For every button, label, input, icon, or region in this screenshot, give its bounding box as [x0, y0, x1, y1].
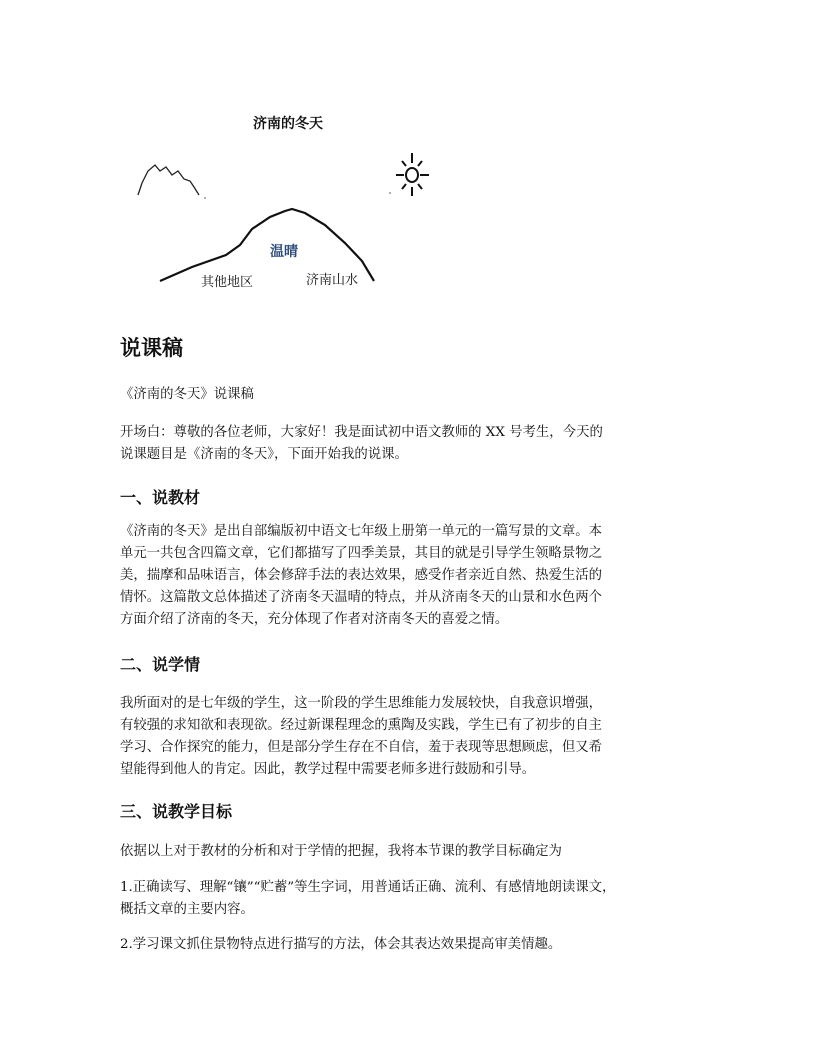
- paragraph-line: 概括文章的主要内容。: [120, 902, 254, 917]
- figure-drawing: [130, 105, 440, 295]
- section-heading-textbook: 一、说教材: [120, 488, 201, 507]
- cloud-icon: [138, 165, 199, 195]
- objectives-intro: [120, 841, 700, 863]
- section-textbook-paragraph: [120, 521, 700, 631]
- paragraph-line: 1.正确读写、理解“镶”“贮蓄”等生字词，用普通话正确、流利、有感情地朗读课文，: [120, 880, 616, 895]
- sun-icon: [396, 153, 429, 196]
- opening-paragraph: [120, 422, 700, 466]
- document-subtitle: [120, 384, 700, 406]
- figure-center-label: 温晴: [270, 244, 298, 260]
- document-title: 说课稿: [120, 336, 183, 360]
- objective-item-2: [120, 934, 700, 956]
- figure-title: 济南的冬天: [253, 116, 323, 132]
- paragraph-line: 2.学习课文抓住景物特点进行描写的方法，体会其表达效果提高审美情趣。: [120, 937, 562, 952]
- opening-line: 说课题目是《济南的冬天》，下面开始我的说课。: [120, 447, 408, 462]
- paragraph-line: 有较强的求知欲和表现欲。经过新课程理念的熏陶及实践，学生已有了初步的自主: [120, 718, 603, 733]
- objective-item-1: [120, 877, 700, 921]
- paragraph-line: 《济南的冬天》是出自部编版初中语文七年级上册第一单元的一篇写景的文章。本: [120, 524, 603, 539]
- paragraph-line: 依据以上对于教材的分析和对于学情的把握，我将本节课的教学目标确定为: [120, 844, 562, 859]
- paragraph-line: 方面介绍了济南的冬天，充分体现了作者对济南冬天的喜爱之情。: [120, 612, 509, 627]
- figure-left-label: 其他地区: [201, 275, 254, 290]
- paragraph-line: 学习、合作探究的能力，但是部分学生存在不自信，羞于表现等思想顾虑，但又希: [120, 740, 603, 755]
- mind-map-figure: [130, 105, 440, 295]
- figure-right-label: 济南山水: [306, 273, 359, 288]
- section-heading-objectives: 三、说教学目标: [120, 802, 233, 821]
- section-students-paragraph: [120, 693, 700, 781]
- paragraph-line: 单元一共包含四篇文章，它们都描写了四季美景，其目的就是引导学生领略景物之: [120, 546, 603, 561]
- paragraph-line: 美，揣摩和品味语言，体会修辞手法的表达效果，感受作者亲近自然、热爱生活的: [120, 568, 603, 583]
- paragraph-line: 望能得到他人的肯定。因此，教学过程中需要老师多进行鼓励和引导。: [120, 762, 536, 777]
- paragraph-line: 我所面对的是七年级的学生，这一阶段的学生思维能力发展较快，自我意识增强，: [120, 696, 603, 711]
- paragraph-line: 情怀。这篇散文总体描述了济南冬天温晴的特点，并从济南冬天的山景和水色两个: [120, 590, 603, 605]
- subtitle-line: 《济南的冬天》说课稿: [120, 387, 254, 402]
- section-heading-students: 二、说学情: [120, 655, 201, 674]
- opening-line: 开场白：尊敬的各位老师，大家好！我是面试初中语文教师的 XX 号考生，今天的: [120, 425, 603, 440]
